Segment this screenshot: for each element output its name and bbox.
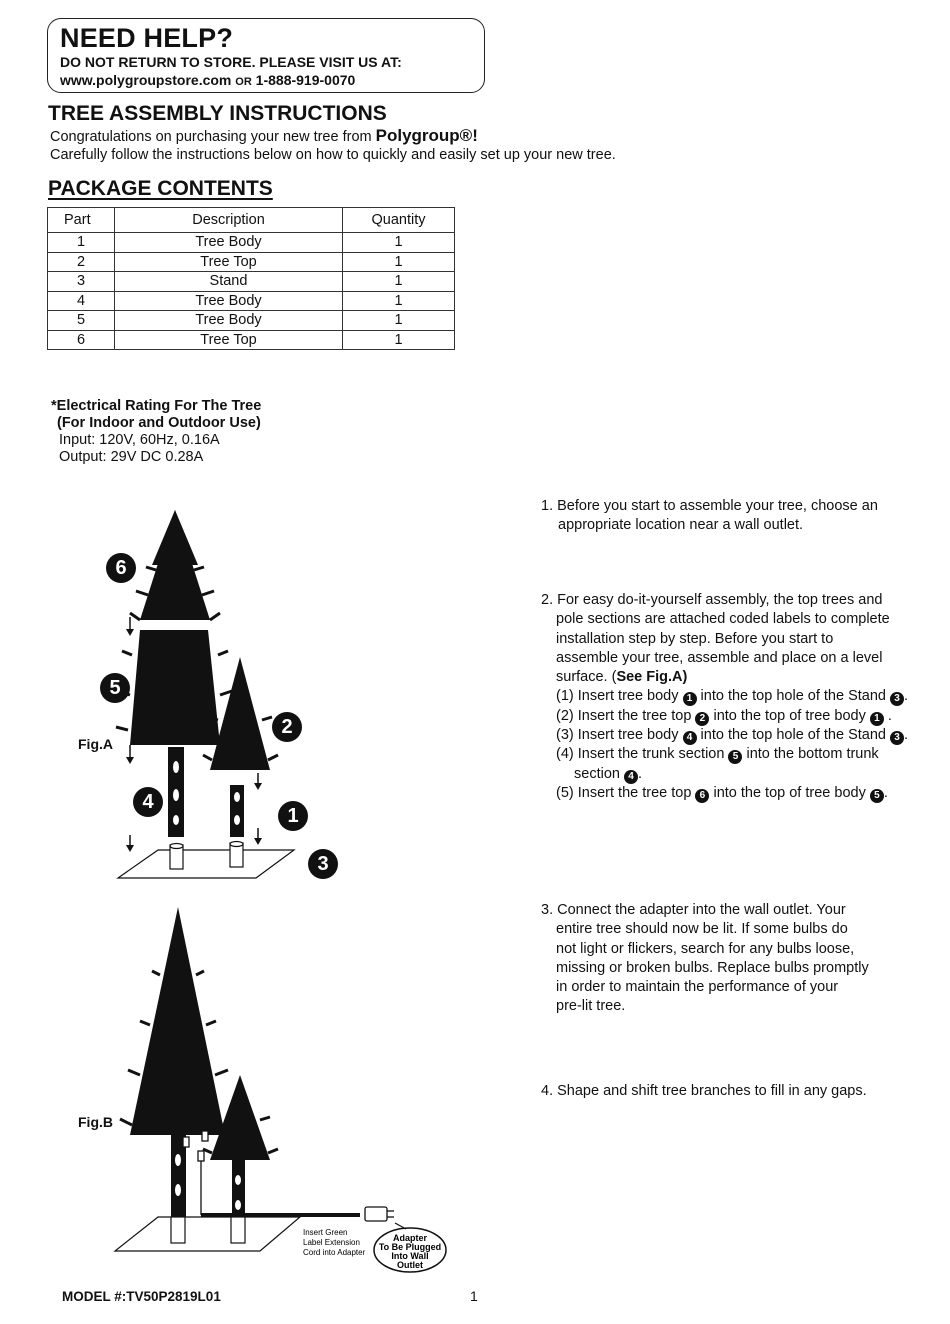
step-3-line: missing or broken bulbs. Replace bulbs promptly — [556, 959, 869, 976]
part-3-badge: 3 — [890, 692, 904, 706]
substep-3 — [541, 726, 921, 745]
header-description: Description — [115, 208, 343, 233]
electrical-title: *Electrical Rating For The Tree — [51, 398, 262, 414]
intro-prefix: Congratulations on purchasing your new tree from — [50, 129, 376, 145]
part-1-badge: 1 — [870, 712, 884, 726]
arrow-down-icon — [126, 617, 134, 636]
arrow-down-icon — [254, 773, 262, 790]
model-number: MODEL #:TV50P2819L01 — [62, 1289, 221, 1304]
figure-a-badge-1: 1 — [278, 801, 308, 831]
adapter-label-2: To Be Plugged — [378, 1242, 442, 1252]
step-3-line: in order to maintain the performance of your — [556, 979, 839, 996]
substep-text: . — [883, 707, 892, 724]
intro-line-1 — [50, 126, 478, 146]
cell-part: 4 — [48, 291, 115, 311]
step-2 — [541, 591, 921, 803]
cell-part: 3 — [48, 272, 115, 292]
substep-text: (4) Insert the trunk section — [556, 746, 729, 763]
help-notice: DO NOT RETURN TO STORE. PLEASE VISIT US AT: — [60, 54, 402, 70]
table-row — [48, 291, 455, 311]
substep-text: into the bottom trunk — [742, 746, 879, 763]
stand-illustration — [115, 1217, 300, 1251]
cell-quantity: 1 — [343, 311, 455, 331]
step-4: 4. Shape and shift tree branches to fill in any gaps. — [541, 1083, 867, 1099]
substep-1 — [541, 687, 921, 706]
substep-text: . — [637, 765, 643, 782]
substep-text: into the top hole of the Stand — [696, 688, 891, 705]
help-title: NEED HELP? — [60, 23, 234, 53]
cell-part: 5 — [48, 311, 115, 331]
adapter-label-1: Adapter — [392, 1233, 428, 1243]
page-number: 1 — [470, 1288, 478, 1304]
arrow-down-icon — [126, 835, 134, 852]
step-2-line: installation step by step. Before you start to — [556, 630, 834, 647]
cord-label-1: Insert Green — [303, 1228, 348, 1237]
substep-text: into the top hole of the Stand — [696, 727, 891, 744]
tree-top-6-illustration — [130, 510, 220, 620]
electrical-rating — [51, 398, 261, 466]
step-3-line: 3. Connect the adapter into the wall outlet. Your — [541, 902, 846, 918]
cell-quantity: 1 — [343, 330, 455, 350]
figure-a-badge-6: 6 — [106, 553, 136, 583]
table-row — [48, 272, 455, 292]
step-2-text: surface. ( — [556, 669, 617, 686]
step-3 — [541, 901, 921, 1017]
adapter-label-4: Outlet — [397, 1260, 423, 1270]
part-1-badge: 1 — [683, 692, 697, 706]
step-2-line: 2. For easy do-it-yourself assembly, the top trees and — [541, 592, 883, 608]
substep-text: (5) Insert the tree top — [556, 784, 696, 801]
cell-description: Tree Body — [115, 291, 343, 311]
table-row — [48, 252, 455, 272]
substep-text: (3) Insert tree body — [556, 727, 683, 744]
cell-part: 1 — [48, 233, 115, 253]
step-2-line: assemble your tree, assemble and place on a level — [556, 649, 883, 666]
step-2-line — [541, 668, 921, 687]
cell-description: Tree Top — [115, 330, 343, 350]
cell-quantity: 1 — [343, 291, 455, 311]
figure-a-badge-4: 4 — [133, 787, 163, 817]
substep-text: (1) Insert tree body — [556, 688, 683, 705]
cell-quantity: 1 — [343, 252, 455, 272]
figure-b-illustration — [110, 905, 460, 1275]
substep-text: into the top of tree body — [709, 707, 870, 724]
part-4-badge: 4 — [683, 731, 697, 745]
part-2-badge: 2 — [695, 712, 709, 726]
table-row — [48, 330, 455, 350]
help-phone[interactable]: 1-888-919-0070 — [255, 72, 356, 88]
electrical-input: Input: 120V, 60Hz, 0.16A — [59, 432, 220, 448]
step-3-line: entire tree should now be lit. If some bulbs do — [556, 921, 848, 938]
part-6-badge: 6 — [695, 789, 709, 803]
part-4-badge: 4 — [624, 770, 638, 784]
cell-quantity: 1 — [343, 233, 455, 253]
help-website[interactable]: www.polygroupstore.com — [60, 72, 232, 88]
trunk-section-1-illustration — [230, 785, 244, 837]
header-quantity: Quantity — [343, 208, 455, 233]
substep-2 — [541, 707, 921, 726]
help-or: OR — [235, 76, 252, 88]
substep-4-cont — [541, 765, 921, 784]
cell-part: 2 — [48, 252, 115, 272]
package-contents-table — [47, 207, 455, 350]
cord-connectors-illustration — [183, 1131, 394, 1221]
figure-a-label: Fig.A — [78, 736, 113, 752]
figure-a-badge-3: 3 — [308, 849, 338, 879]
part-5-badge: 5 — [870, 789, 884, 803]
table-header-row — [48, 208, 455, 233]
substep-5 — [541, 784, 921, 803]
tree-body-5-illustration — [116, 630, 234, 745]
cord-label-2: Label Extension — [303, 1238, 360, 1247]
substep-text: (2) Insert the tree top — [556, 707, 696, 724]
help-contact — [60, 71, 472, 91]
step-1 — [541, 497, 921, 536]
substep-text: section — [574, 765, 624, 782]
cell-description: Tree Top — [115, 252, 343, 272]
stand-3-illustration — [118, 842, 294, 879]
arrow-down-icon — [254, 828, 262, 845]
help-box — [47, 18, 485, 93]
electrical-subtitle: (For Indoor and Outdoor Use) — [57, 415, 261, 431]
figure-a-badge-2: 2 — [272, 712, 302, 742]
step-3-line: pre-lit tree. — [556, 998, 626, 1015]
package-contents-title: PACKAGE CONTENTS — [48, 177, 273, 200]
figure-a-badge-5: 5 — [100, 673, 130, 703]
cell-description: Tree Body — [115, 311, 343, 331]
step-1-line: appropriate location near a wall outlet. — [558, 517, 804, 534]
large-tree-illustration — [120, 907, 236, 1228]
electrical-output: Output: 29V DC 0.28A — [59, 449, 204, 465]
cell-description: Stand — [115, 272, 343, 292]
cell-quantity: 1 — [343, 272, 455, 292]
substep-4 — [541, 745, 921, 764]
figure-b-label: Fig.B — [78, 1114, 113, 1130]
substep-text: . — [904, 688, 909, 705]
part-3-badge: 3 — [890, 731, 904, 745]
part-5-badge: 5 — [728, 750, 742, 764]
cell-description: Tree Body — [115, 233, 343, 253]
cord-label-3: Cord into Adapter — [303, 1248, 366, 1257]
table-row — [48, 233, 455, 253]
substep-text: into the top of tree body — [709, 784, 870, 801]
step-2-line: pole sections are attached coded labels to complete — [556, 611, 890, 628]
table-row — [48, 311, 455, 331]
cell-part: 6 — [48, 330, 115, 350]
step-3-line: not light or flickers, search for any bulbs loose, — [556, 940, 855, 957]
substep-text: . — [883, 784, 888, 801]
header-part: Part — [48, 208, 115, 233]
substep-text: . — [904, 727, 909, 744]
see-fig-a: See Fig.A) — [616, 669, 688, 686]
brand-name: Polygroup®! — [375, 126, 478, 145]
adapter-label-3: Into Wall — [391, 1251, 429, 1261]
intro-line-2: Carefully follow the instructions below on how to quickly and easily set up your new tree. — [50, 147, 616, 163]
step-1-line: 1. Before you start to assemble your tree, choose an — [541, 498, 878, 514]
arrow-down-icon — [126, 745, 134, 764]
trunk-section-4-illustration — [168, 747, 184, 837]
assembly-title: TREE ASSEMBLY INSTRUCTIONS — [48, 102, 387, 125]
